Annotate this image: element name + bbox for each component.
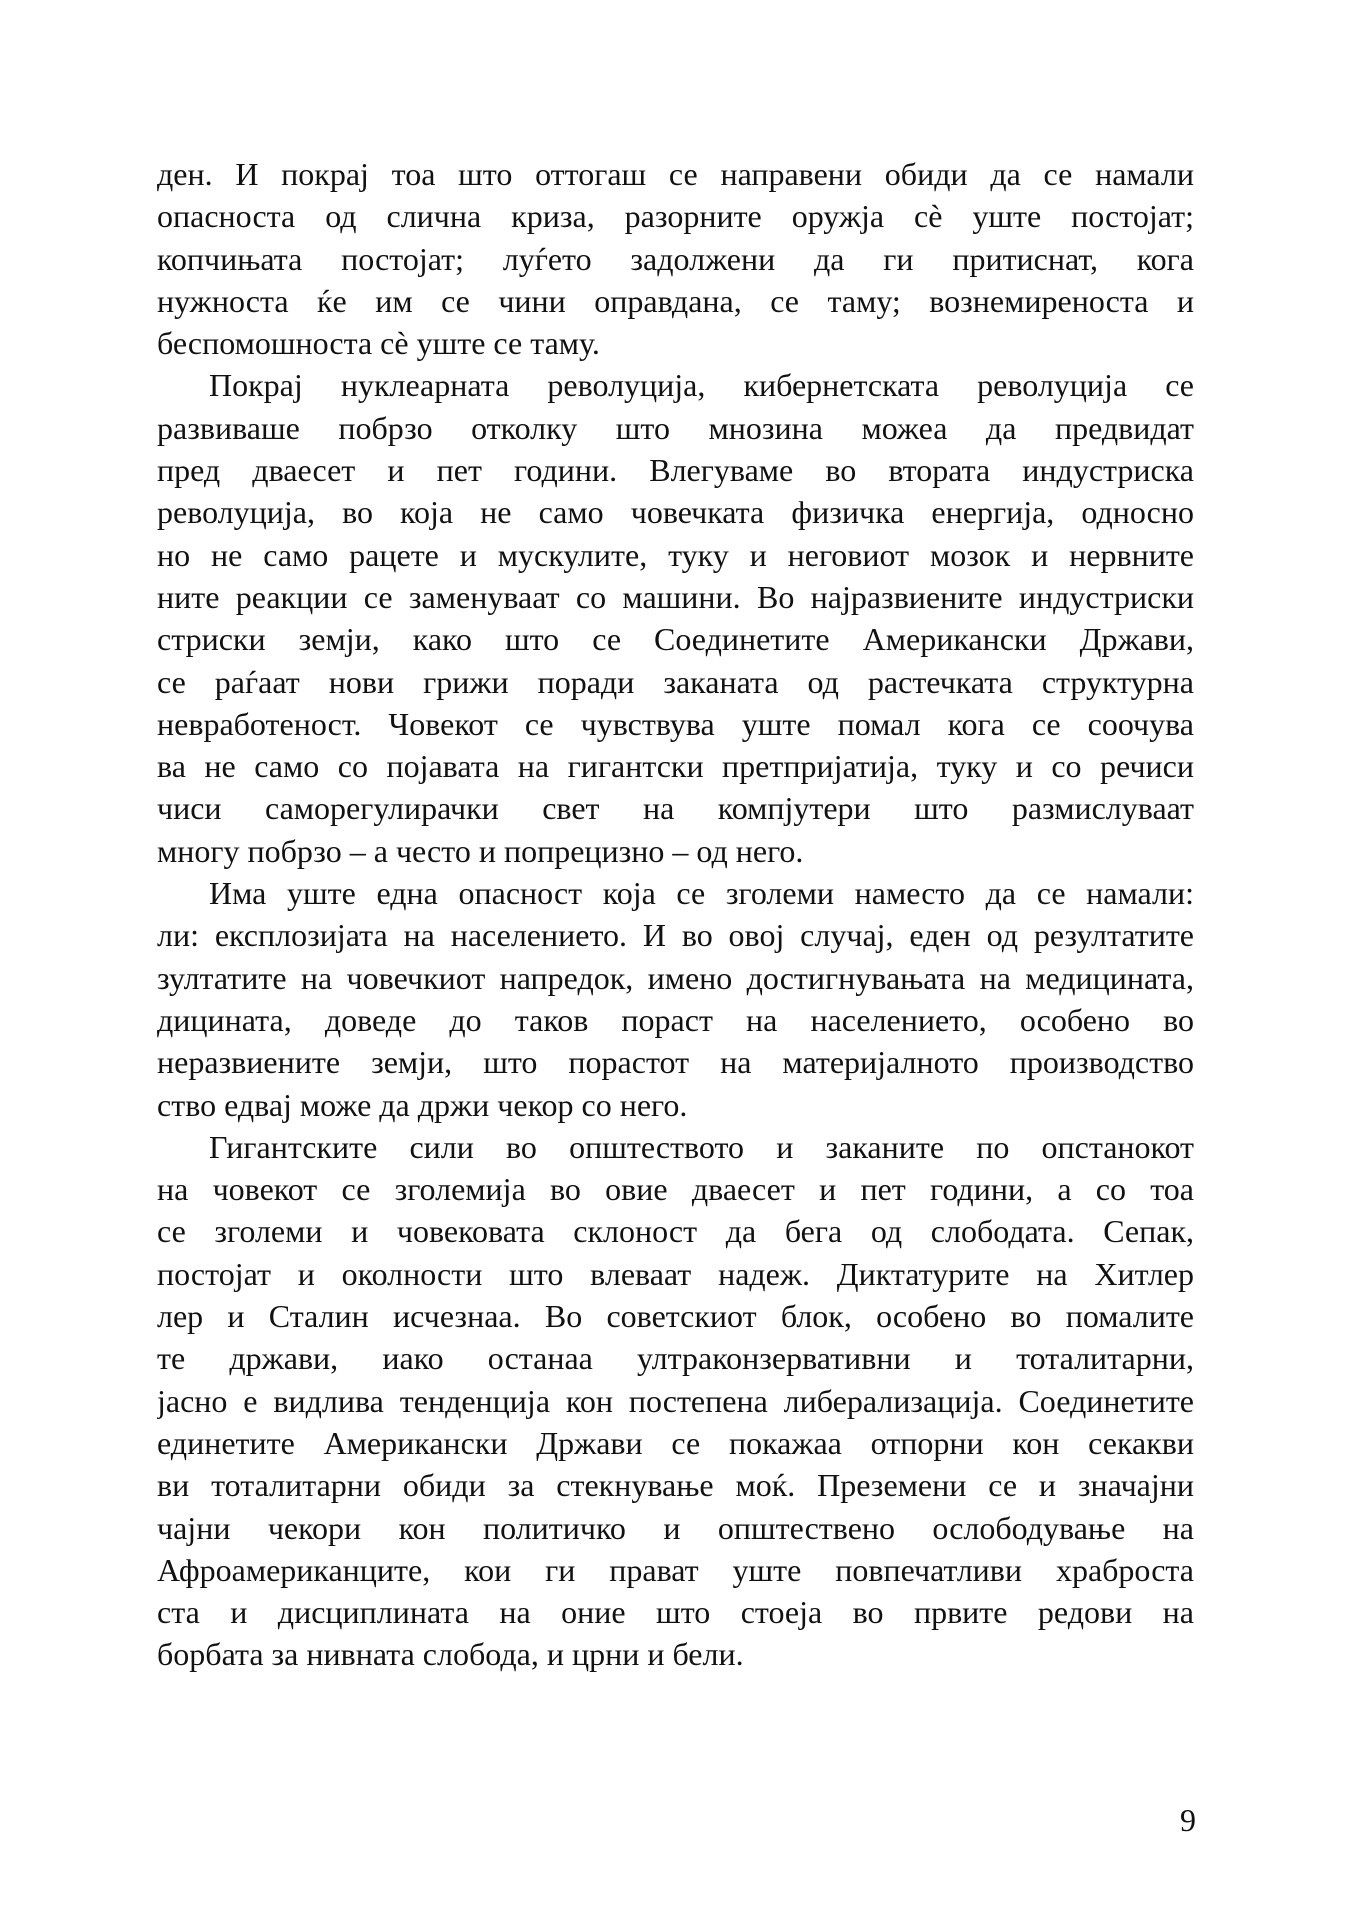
text-line: беспомошноста сè уште се таму. <box>157 325 600 362</box>
text-line: револуција, во која не само човечката физичка енергија, односно <box>157 494 1194 531</box>
text-line: многу побрзо – а често и попрецизно – од него. <box>157 832 804 869</box>
text-line: чајни чекори кон политичко и општествено ослободување на <box>157 1509 1194 1546</box>
text-line: се зголеми и човековата склоност да бега од слободата. Сепак, <box>157 1213 1194 1250</box>
text-line: ста и дисциплината на оние што стоеја во првите редови на <box>157 1594 1194 1631</box>
text-line: ли: експлозијата на населението. И во овој случај, еден од резултатите <box>157 917 1194 954</box>
text-line: но не само рацете и мускулите, туку и неговиот мозок и нервните <box>157 536 1194 573</box>
text-line: пред дваесет и пет години. Влегуваме во втората индустриска <box>157 452 1194 489</box>
text-line: се раѓаат нови грижи поради заканата од растечката структурна <box>157 663 1194 700</box>
text-line: Покрај нуклеарната револуција, кибернетската револуција се <box>209 367 1194 404</box>
text-line: Афроамериканците, кои ги прават уште повпечатливи храброста <box>157 1551 1194 1588</box>
text-line: на човекот се зголемија во овие дваесет и пет години, а со тоа <box>157 1171 1194 1208</box>
text-line: ви тоталитарни обиди за стекнување моќ. Преземени се и значајни <box>157 1467 1194 1504</box>
text-line: неразвиените земји, што порастот на материјалното производство <box>157 1044 1194 1081</box>
text-line: стриски земји, како што се Соединетите Американски Држави, <box>157 621 1194 658</box>
text-line: те држави, иако останаа ултраконзервативни и тоталитарни, <box>157 1340 1194 1377</box>
page-number: 9 <box>1180 1802 1196 1838</box>
text-line: нужноста ќе им се чини оправдана, се таму; вознемиреноста и <box>157 282 1194 319</box>
text-line: развиваше побрзо отколку што мнозина можеа да предвидат <box>157 409 1194 446</box>
text-line: лер и Сталин исчезнаа. Во советскиот блок, особено во помалите <box>157 1298 1194 1335</box>
text-line: борбата за нивната слобода, и црни и бели. <box>157 1636 744 1673</box>
text-line: опасноста од слична криза, разорните оружја сè уште постојат; <box>157 198 1194 235</box>
text-line: ните реакции се заменуваат со машини. Во најразвиените индустриски <box>157 578 1194 615</box>
text-line: зултатите на човечкиот напредок, имено достигнувањата на медицината, <box>157 959 1194 996</box>
text-line: јасно е видлива тенденција кон постепена либерализација. Соединетите <box>157 1382 1194 1419</box>
text-line: ство едвај може да држи чекор со него. <box>157 1086 688 1123</box>
text-line: копчињата постојат; луѓето задолжени да ги притиснат, кога <box>157 240 1194 277</box>
text-line: постојат и околности што влеваат надеж. Диктатурите на Хитлер <box>157 1255 1194 1292</box>
text-line: единетите Американски Држави се покажаа отпорни кон секакви <box>157 1424 1194 1461</box>
text-line: Гигантските сили во општеството и заканите по опстанокот <box>209 1128 1194 1165</box>
text-line: ва не само со појавата на гигантски претпријатија, туку и со речиси <box>157 748 1194 785</box>
body-text <box>157 153 1194 1676</box>
text-line: невработеност. Човекот се чувствува уште помал кога се соочува <box>157 705 1194 742</box>
text-line: ден. И покрај тоа што оттогаш се направени обиди да се намали <box>157 156 1194 192</box>
text-line: Има уште една опасност која се зголеми наместо да се намали: <box>209 875 1194 912</box>
text-line: дицината, доведе до таков пораст на населението, особено во <box>157 1001 1194 1038</box>
text-line: чиси саморегулирачки свет на компјутери што размислуваат <box>157 790 1194 827</box>
